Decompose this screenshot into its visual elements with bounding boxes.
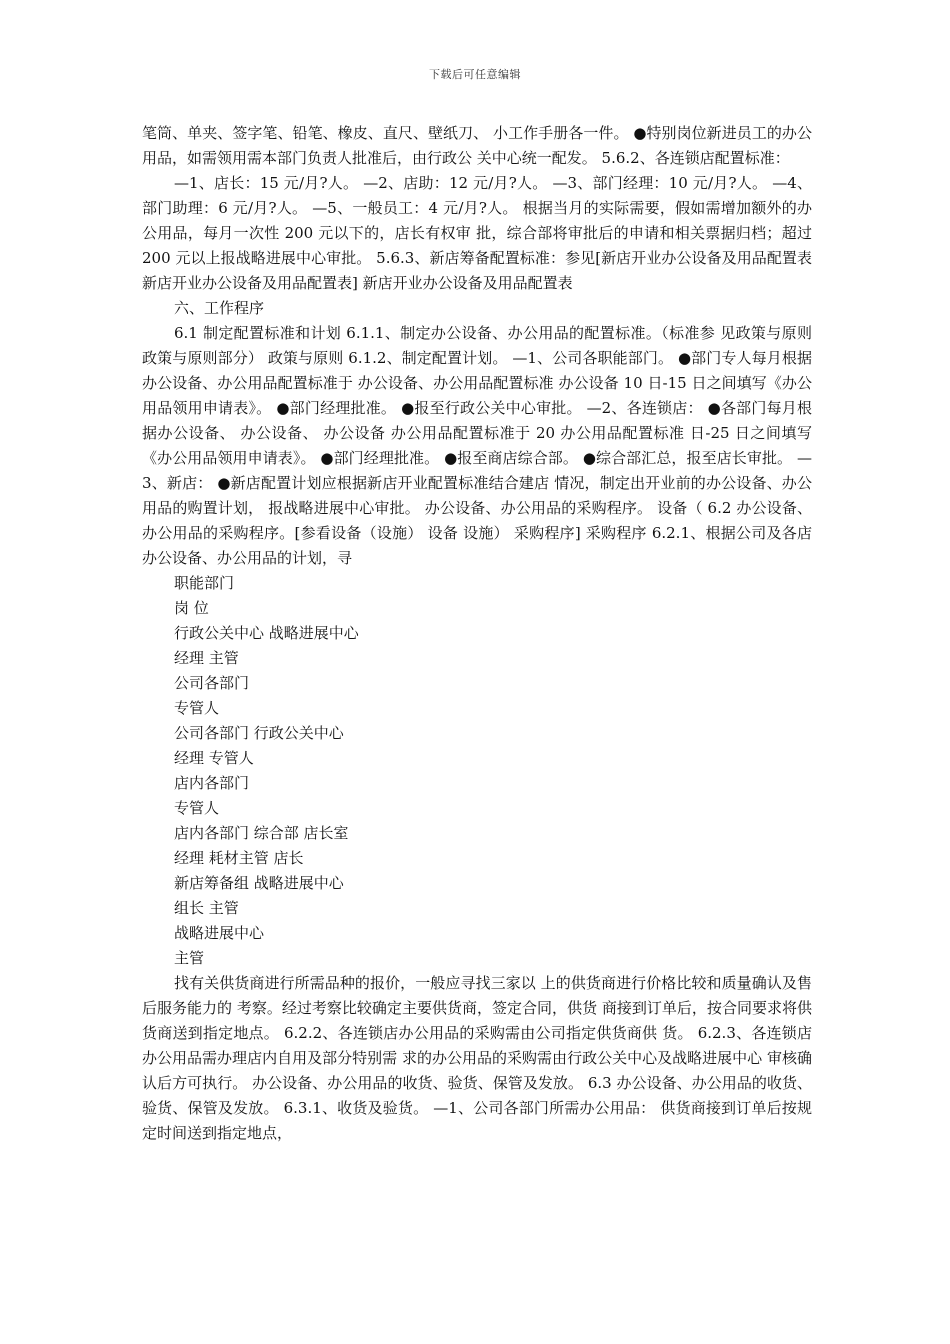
table-line: 组长 主管: [174, 899, 239, 917]
table-line: 经理 耗材主管 店长: [174, 849, 304, 867]
section-heading-work-procedure: 六、工作程序: [174, 299, 265, 317]
table-line: 专管人: [174, 699, 220, 717]
table-line: 经理 主管: [174, 649, 239, 667]
page-header: 下载后可任意编辑: [429, 68, 521, 81]
table-line: 公司各部门: [174, 674, 250, 692]
responsibility-table: [142, 571, 812, 971]
table-line: 行政公关中心 战略进展中心: [174, 624, 359, 642]
table-line: 店内各部门 综合部 店长室: [174, 824, 349, 842]
table-line: 主管: [174, 949, 205, 967]
paragraph-office-supplies: 笔筒、单夹、签字笔、铅笔、橡皮、直尺、壁纸刀、 小工作手册各一件。 ●特别岗位新进员工的办公用品，如需领用需本部门负责人批准后，由行政公 关中心统一配发。 5.6.2、各连锁店配置标准：: [142, 124, 812, 167]
paragraph-procurement-receiving: 找有关供货商进行所需品种的报价，一般应寻找三家以 上的供货商进行价格比较和质量确认及售后服务能力的 考察。经过考察比较确定主要供货商，签定合同，供货 商接到订单后，按合同要求将供货商送到指定地点。 6.2.2、各连锁店办公用品的采购需由公司指定供货商供 货。 6.2.3、各连锁店办公用品需办理店内自用及部分特别需 求的办公用品的采购需由行政公关中心及战略进展中心 审核确认后方可执行。 办公设备、办公用品的收货、验货、保管及发放。 6.3 办公设备、办公用品的收货、验货、保管及发放。 6.3.1、收货及验货。 —1、公司各部门所需办公用品： 供货商接到订单后按规定时间送到指定地点，: [142, 974, 812, 1142]
paragraph-configuration-plan: 6.1 制定配置标准和计划 6.1.1、制定办公设备、办公用品的配置标准。（标准参 见政策与原则 政策与原则部分） 政策与原则 6.1.2、制定配置计划。 —1、公司各职能部门。 ●部门专人每月根据办公设备、办公用品配置标准于 办公设备、办公用品配置标准 办公设备 10 日-15 日之间填写《办公用品领用申请表》。 ●部门经理批准。 ●报至行政公关中心审批。 —2、各连锁店： ●各部门每月根据办公设备、 办公设备、 办公设备 办公用品配置标准于 20 办公用品配置标准 日-25 日之间填写《办公用品领用申请表》。 ●部门经理批准。 ●报至商店综合部。 ●综合部汇总，报至店长审批。 —3、新店： ●新店配置计划应根据新店开业配置标准结合建店 情况，制定出开业前的办公设备、办公用品的购置计划， 报战略进展中心审批。 办公设备、办公用品的采购程序。 设备（ 6.2 办公设备、办公用品的采购程序。[参看设备（设施） 设备 设施） 采购程序] 采购程序 6.2.1、根据公司及各店办公设备、办公用品的计划，寻: [142, 324, 812, 567]
table-line: 岗 位: [174, 599, 209, 617]
paragraph-chain-store-standards: —1、店长：15 元/月?人。 —2、店助：12 元/月?人。 —3、部门经理：10 元/月?人。 —4、部门助理：6 元/月?人。 —5、一般员工：4 元/月?人。 根据当月的实际需要，假如需增加额外的办公用品，每月一次性 200 元以下的，店长有权审 批，综合部将审批后的申请和相关票据归档；超过 200 元以上报战略进展中心审批。 5.6.3、新店筹备配置标准：参见[新店开业办公设备及用品配置表 新店开业办公设备及用品配置表] 新店开业办公设备及用品配置表: [142, 174, 812, 292]
table-line: 店内各部门: [174, 774, 250, 792]
table-line: 经理 专管人: [174, 749, 254, 767]
table-line: 职能部门: [174, 574, 235, 592]
table-line: 战略进展中心: [174, 924, 265, 942]
table-line: 新店筹备组 战略进展中心: [174, 874, 344, 892]
table-line: 专管人: [174, 799, 220, 817]
table-line: 公司各部门 行政公关中心: [174, 724, 344, 742]
document-body: [142, 121, 812, 1146]
